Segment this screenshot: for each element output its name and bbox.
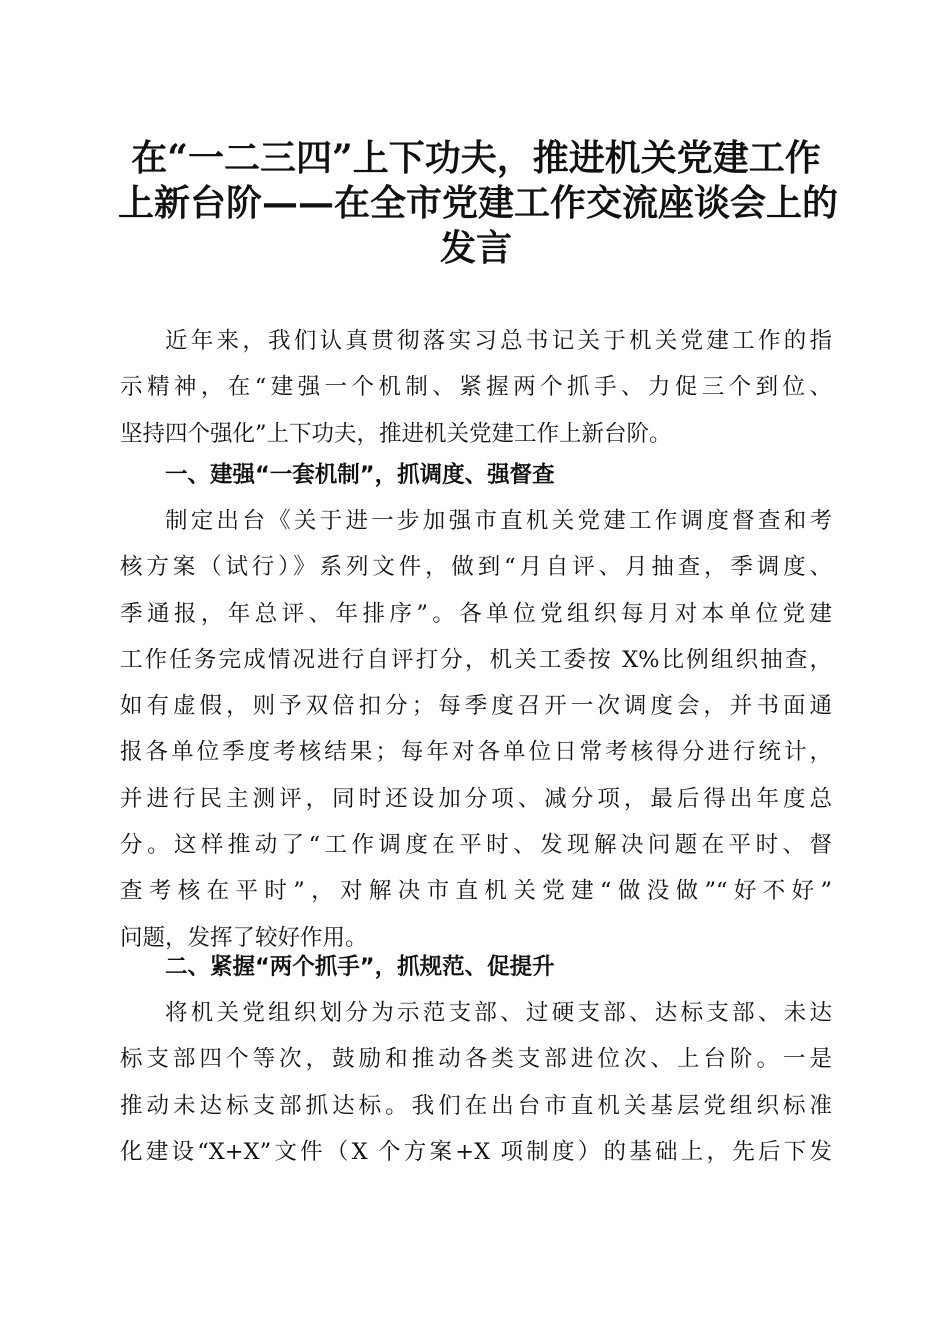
paragraph-line: 标支部四个等次，鼓励和推动各类支部进位次、上台阶。一是 bbox=[120, 1046, 832, 1073]
paragraph-line: 示精神，在“建强一个机制、紧握两个抓手、力促三个到位、 bbox=[120, 374, 832, 401]
document-title bbox=[118, 136, 839, 271]
paragraph-line: 分。这样推动了“工作调度在平时、发现解决问题在平时、督 bbox=[120, 832, 832, 859]
paragraph-line: 工作任务完成情况进行自评打分，机关工委按 X%比例组织抽查， bbox=[120, 646, 832, 673]
paragraph-line: 季通报，年总评、年排序”。各单位党组织每月对本单位党建 bbox=[120, 600, 832, 627]
paragraph-line: 将机关党组织划分为示范支部、过硬支部、达标支部、未达 bbox=[165, 1000, 832, 1026]
paragraph-line: 制定出台《关于进一步加强市直机关党建工作调度督查和考 bbox=[165, 508, 832, 534]
paragraph-line: 查考核在平时”，对解决市直机关党建“做没做”“好不好” bbox=[120, 878, 832, 905]
intro-paragraph bbox=[120, 318, 832, 457]
paragraph-line: 如有虚假，则予双倍扣分；每季度召开一次调度会，并书面通 bbox=[120, 693, 832, 720]
paragraph-line: 报各单位季度考核结果；每年对各单位日常考核得分进行统计， bbox=[120, 739, 832, 766]
paragraph-line: 并进行民主测评，同时还设加分项、减分项，最后得出年度总 bbox=[120, 785, 832, 812]
title-line: 发言 bbox=[439, 227, 512, 269]
section-2-paragraph bbox=[120, 990, 832, 1175]
title-line: 上新台阶——在全市党建工作交流座谈会上的 bbox=[118, 182, 839, 224]
paragraph-line: 坚持四个强化”上下功夫，推进机关党建工作上新台阶。 bbox=[120, 420, 672, 447]
section-heading-2: 二、紧握“两个抓手”，抓规范、促提升 bbox=[165, 954, 555, 980]
section-1-paragraph bbox=[120, 498, 832, 961]
paragraph-line: 近年来，我们认真贯彻落实习总书记关于机关党建工作的指 bbox=[165, 328, 832, 354]
paragraph-line: 化建设“X+X”文件（X 个方案+X 项制度）的基础上，先后下发 bbox=[120, 1138, 832, 1165]
title-line: 在“一二三四”上下功夫，推进机关党建工作 bbox=[131, 137, 821, 179]
section-heading-1: 一、建强“一套机制”，抓调度、强督查 bbox=[165, 462, 555, 488]
paragraph-line: 推动未达标支部抓达标。我们在出台市直机关基层党组织标准 bbox=[120, 1092, 832, 1119]
paragraph-line: 核方案（试行）》系列文件，做到“月自评、月抽查，季调度、 bbox=[120, 554, 832, 581]
paragraph-line: 问题，发挥了较好作用。 bbox=[120, 924, 368, 951]
